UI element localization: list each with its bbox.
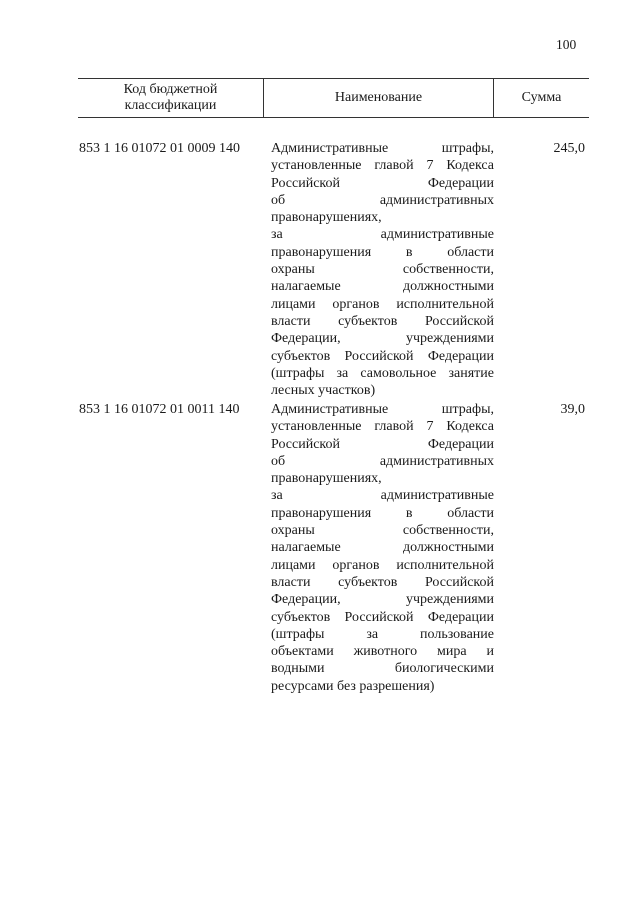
description-line: об административных: [271, 453, 494, 469]
description-line: за административные: [271, 227, 494, 243]
row-description: [271, 140, 494, 399]
description-line: ресурсами без разрешения): [271, 678, 435, 694]
description-line: правонарушения в области: [271, 505, 494, 521]
description-line: налагаемые должностными: [271, 540, 494, 556]
header-sum-column: Сумма: [521, 90, 562, 105]
description-line: водными биологическими: [271, 661, 494, 677]
description-line: Российской Федерации: [271, 175, 494, 191]
row-sum: 245,0: [553, 141, 585, 156]
description-line: налагаемые должностными: [271, 279, 494, 295]
description-line: Федерации, учреждениями: [271, 331, 494, 347]
description-line: лицами органов исполнительной: [271, 557, 494, 573]
description-line: установленные главой 7 Кодекса: [271, 419, 494, 435]
description-line: охраны собственности,: [271, 262, 494, 278]
header-code-column: Код бюджетной классификации: [78, 79, 264, 117]
description-line: Административные штрафы,: [271, 141, 494, 156]
description-line: (штрафы за пользование: [271, 626, 494, 642]
description-line: установленные главой 7 Кодекса: [271, 158, 494, 174]
row-description: [271, 401, 494, 695]
description-line: охраны собственности,: [271, 523, 494, 539]
description-line: объектами животного мира и: [271, 644, 494, 660]
description-line: субъектов Российской Федерации: [271, 609, 494, 625]
description-line: (штрафы за самовольное занятие: [271, 365, 494, 381]
page-number: 100: [556, 37, 577, 52]
description-line: власти субъектов Российской: [271, 313, 494, 329]
budget-code: 853 1 16 01072 01 0009 140: [79, 141, 240, 156]
description-line: субъектов Российской Федерации: [271, 348, 494, 364]
row-sum: 39,0: [560, 402, 585, 417]
description-line: Административные штрафы,: [271, 402, 494, 417]
description-line: правонарушениях,: [271, 471, 382, 487]
description-line: за административные: [271, 488, 494, 504]
description-line: об административных: [271, 192, 494, 208]
description-line: Российской Федерации: [271, 436, 494, 452]
budget-code: 853 1 16 01072 01 0011 140: [79, 402, 240, 417]
description-line: лицами органов исполнительной: [271, 296, 494, 312]
header-name-column: Наименование: [264, 79, 494, 117]
table-header: [78, 78, 589, 118]
description-line: Федерации, учреждениями: [271, 592, 494, 608]
description-line: лесных участков): [271, 383, 376, 399]
description-line: правонарушения в области: [271, 244, 494, 260]
description-line: власти субъектов Российской: [271, 574, 494, 590]
description-line: правонарушениях,: [271, 210, 382, 226]
